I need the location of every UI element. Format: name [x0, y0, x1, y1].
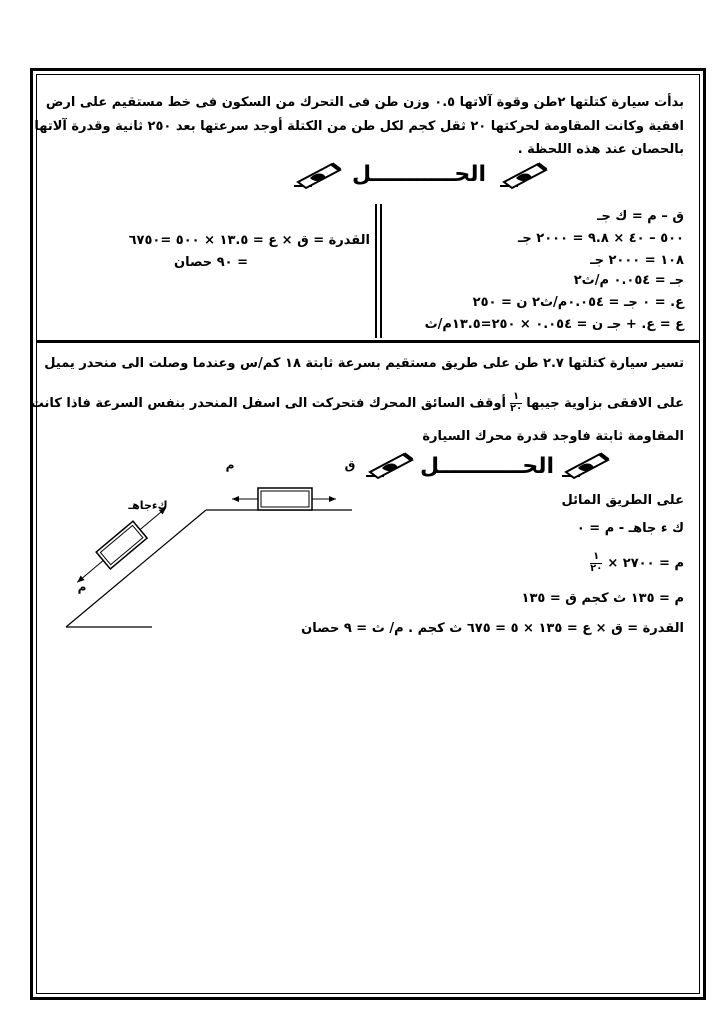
problem1-line3: بالحصان عند هذه اللحظة . [517, 142, 684, 157]
problem1-line1: بدأت سيارة كتلتها ٢طن وقوة آلاتها ٠.٥ وزن طن فى التحرك من السكون فى خط مستقيم على ارض [45, 95, 684, 110]
solution2-line: القدرة = ق × ع = ١٣٥ × ٥ = ٦٧٥ ث كجم . م/ ث = ٩ حصان [301, 621, 684, 636]
pen-icon [362, 450, 416, 480]
pen-icon [558, 450, 612, 480]
solution1-line: ٥٠٠ – ٤٠ × ٩.٨ = ٢٠٠٠ جـ [517, 231, 684, 246]
label-m-top: م [225, 458, 235, 472]
column-divider [380, 204, 382, 338]
solution2-line: ك ء جاهـ - م = ٠ [576, 521, 684, 536]
section-divider [36, 340, 700, 343]
problem2-line1: تسير سيارة كتلتها ٢.٧ طن على طريق مستقيم بسرعة ثابتة ١٨ كم/س وعندما وصلت الى منحدر يميل [44, 356, 684, 371]
solution1-power: القدرة = ق × ع = ١٣.٥ × ٥٠٠ =٦٧٥٠ [128, 233, 370, 248]
solution2-line: م = ١٣٥ ث كجم ق = ١٣٥ [521, 591, 684, 606]
solution1-line: ١٠٨ = ٢٠٠٠ جـ [590, 253, 684, 268]
car-on-slope [96, 521, 147, 569]
incline-diagram [60, 455, 370, 635]
solution1-power-hp: = ٩٠ حصان [174, 255, 248, 270]
solution2-title: الحـــــــــــل [420, 454, 555, 479]
solution1-line: ع. = ٠ جـ = ٠.٠٥٤م/ث٢ ن = ٢٥٠ [472, 295, 684, 310]
solution2-line: على الطريق المائل [561, 493, 684, 508]
solution1-line: ق – م = ك جـ [597, 209, 684, 224]
sine-fraction: $\frac{١}{٢٠}$ [509, 391, 523, 414]
problem2-line2-start: على الافقى بزاوية جيبها [526, 395, 684, 411]
problem2-line3: المقاومة ثابتة فاوجد قدرة محرك السيارة [422, 429, 684, 444]
sine-fraction: $\frac{١}{٢٠}$ [590, 551, 603, 574]
pen-icon [496, 160, 550, 190]
problem1-line2: افقية وكانت المقاومة لحركتها ٢٠ ثقل كجم لكل طن من الكتلة أوجد سرعتها بعد ٢٥٠ ثانية وقدرة آلاتها [34, 119, 684, 134]
solution1-line: ع = ع. + جـ ن = ٠.٠٥٤ × ٢٥٠=١٣.٥م/ث [424, 317, 684, 332]
solution1-line: جـ = ٠.٠٥٤ م/ث٢ [573, 273, 684, 288]
problem2-line2-end: أوقف السائق المحرك فتحركت الى اسفل المنحدر بنفس السرعة فاذا كانت [30, 395, 506, 411]
solution1-title: الحـــــــــــل [352, 162, 487, 187]
label-q-top: ق [344, 458, 356, 472]
label-slope-force: كءجاهـ [128, 499, 168, 512]
problem2-line2 [31, 392, 684, 414]
pen-icon [290, 160, 344, 190]
column-divider [375, 204, 377, 338]
label-m-slope: م [77, 580, 87, 594]
solution2-line-frac: م = ٢٧٠٠ × $\frac{١}{٢٠}$ [590, 551, 684, 574]
